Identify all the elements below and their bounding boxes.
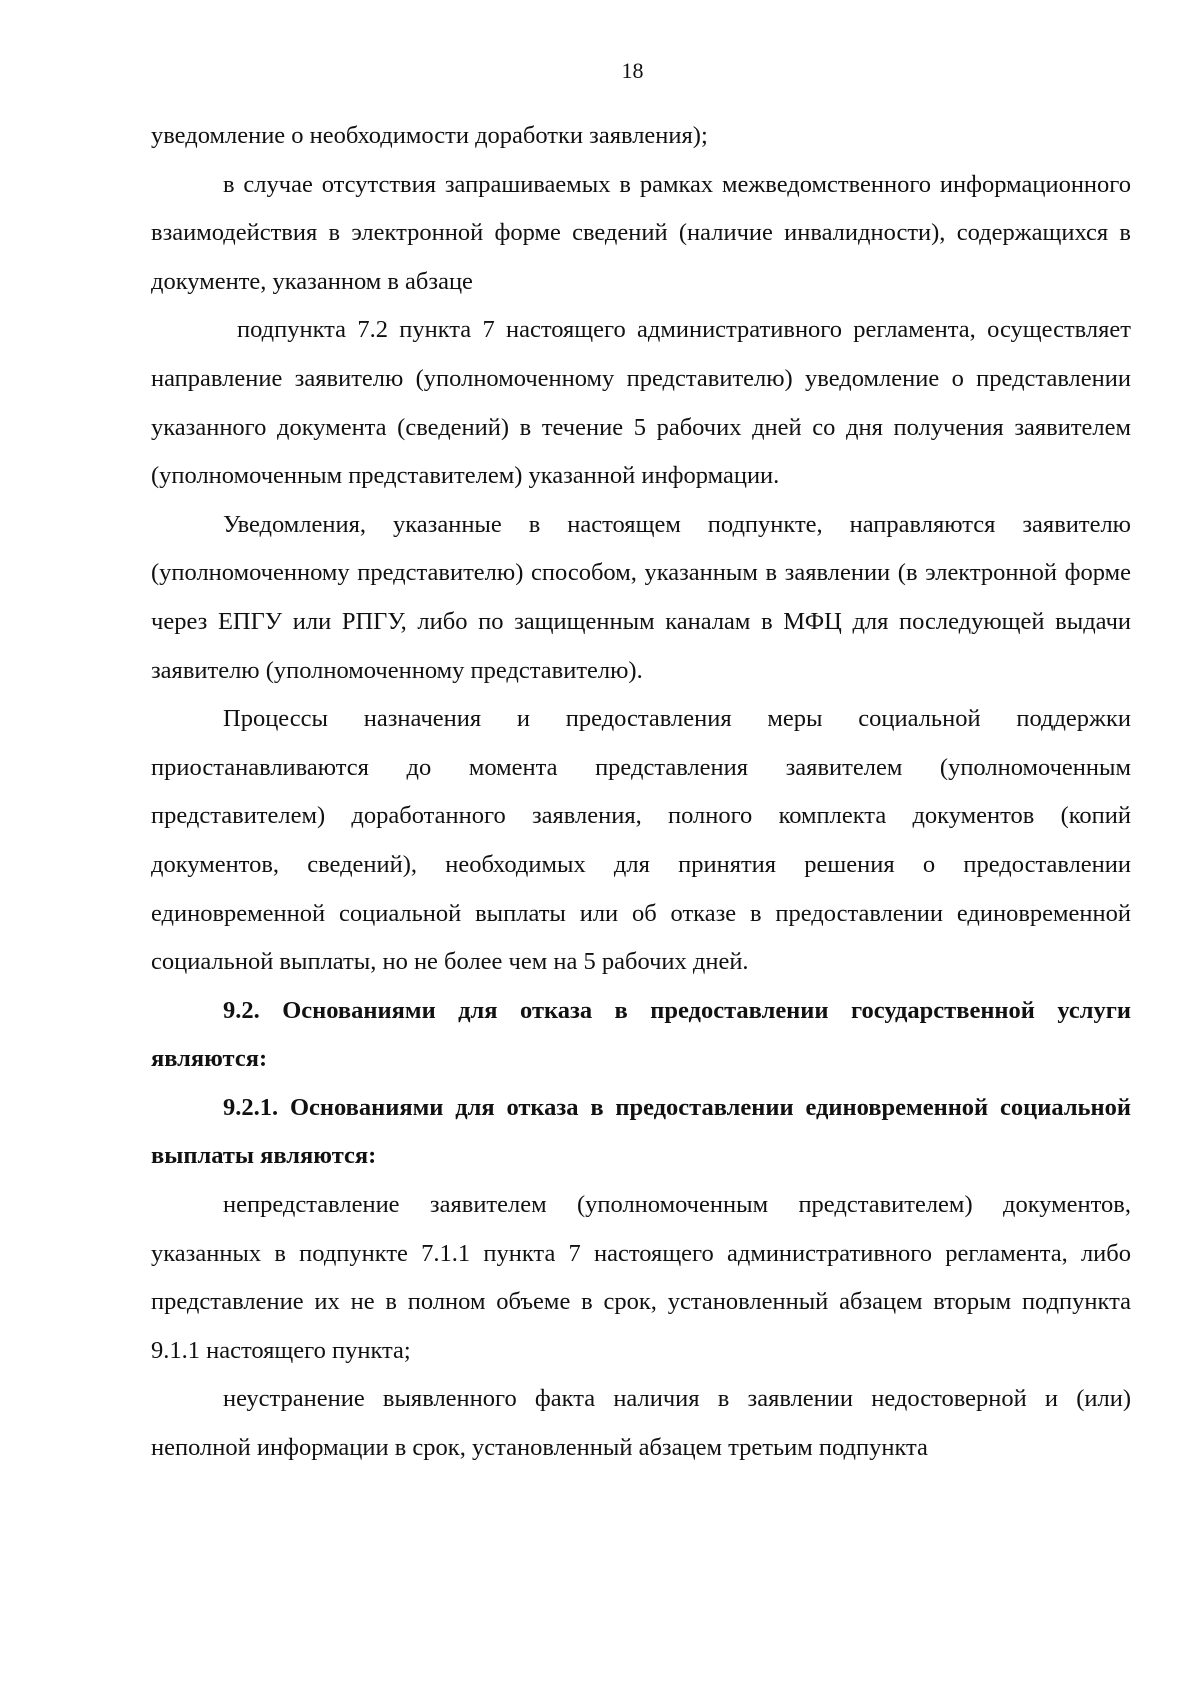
page-number: 18 bbox=[621, 58, 644, 83]
paragraph: неустранение выявленного факта наличия в заявлении недостоверной и (или) неполной информации в срок, установленный абзацем третьим подпункта bbox=[151, 1385, 1131, 1462]
paragraph: подпункта 7.2 пункта 7 настоящего административного регламента, осуществляет направление заявителю (уполномоченному представителю) уведомление о представлении указанного документа (сведений) в течение 5 рабочих дней со дня получения заявителем (уполномоченным представителем) указанной информации. bbox=[151, 316, 1131, 490]
paragraph: Процессы назначения и предоставления меры социальной поддержки приостанавливаются до момента представления заявителем (уполномоченным представителем) доработанного заявления, полного комплекта документов (копий документов, сведений), необходимых для принятия решения о предоставлении единовременной социальной выплаты или об отказе в предоставлении единовременной социальной выплаты, но не более чем на 5 рабочих дней. bbox=[151, 705, 1131, 976]
document-body bbox=[151, 112, 1131, 1473]
section-heading: 9.2. Основаниями для отказа в предоставлении государственной услуги являются: bbox=[151, 996, 1131, 1073]
paragraph: Уведомления, указанные в настоящем подпункте, направляются заявителю (уполномоченному представителю) способом, указанным в заявлении (в электронной форме через ЕПГУ или РПГУ, либо по защищенным каналам в МФЦ для последующей выдачи заявителю (уполномоченному представителю). bbox=[151, 510, 1131, 684]
subsection-heading: 9.2.1. Основаниями для отказа в предоставлении единовременной социальной выплаты являются: bbox=[151, 1093, 1131, 1170]
paragraph: в случае отсутствия запрашиваемых в рамках межведомственного информационного взаимодействия в электронной форме сведений (наличие инвалидности), содержащихся в документе, указанном в абзаце bbox=[151, 170, 1131, 295]
paragraph: уведомление о необходимости доработки заявления); bbox=[151, 122, 708, 149]
paragraph: непредставление заявителем (уполномоченным представителем) документов, указанных в подпункте 7.1.1 пункта 7 настоящего административного регламента, либо представление их не в полном объеме в срок, установленный абзацем вторым подпункта 9.1.1 настоящего пункта; bbox=[151, 1191, 1131, 1364]
